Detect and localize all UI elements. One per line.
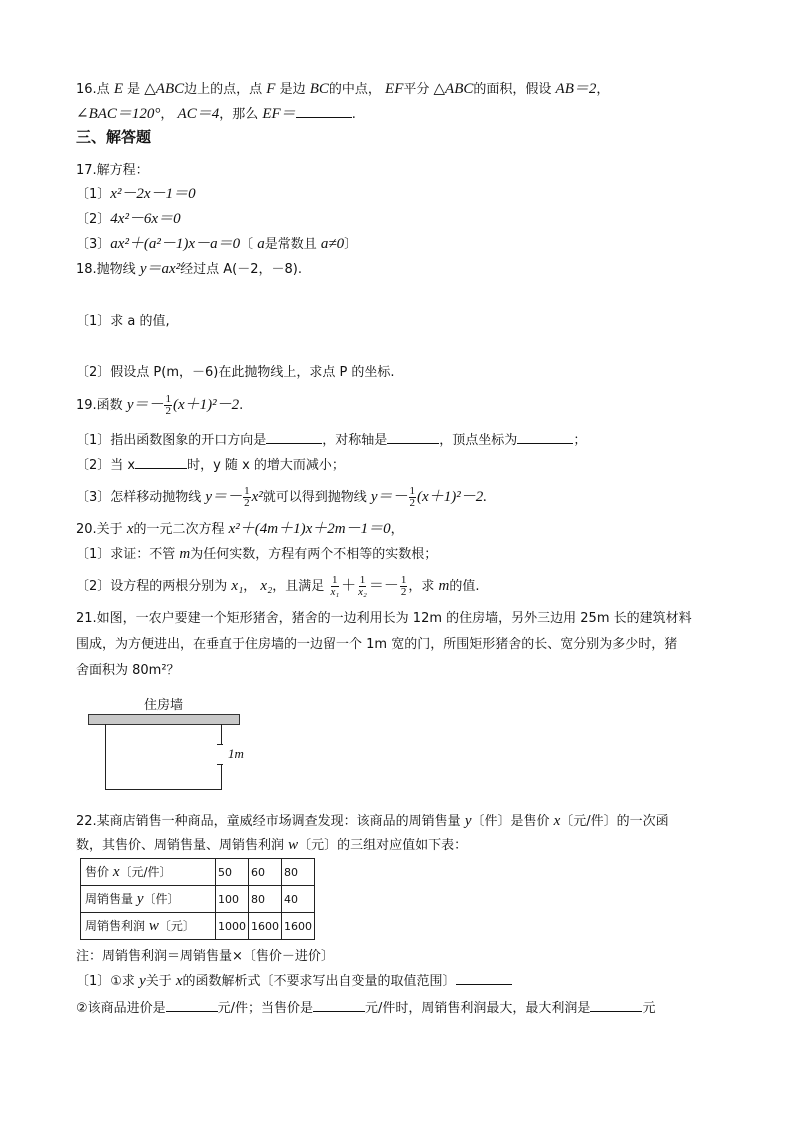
q22-part-2: [76, 998, 655, 1018]
q22-text: 关于: [145, 974, 176, 989]
table-cell: 80: [282, 859, 315, 886]
q20-text: ，求: [408, 579, 439, 594]
q17-title: 17.解方程：: [76, 163, 149, 178]
q19-eq2-left: y＝－: [370, 489, 408, 505]
q20-root-2: x₂: [260, 578, 273, 594]
table-row: [81, 913, 315, 940]
q19-blank-direction[interactable]: [266, 430, 322, 444]
table-cell: 60: [249, 859, 282, 886]
fraction-denominator: 2: [165, 405, 171, 417]
q19-part-3: [76, 486, 487, 509]
row-label: [81, 913, 216, 940]
q16-var-E: E: [113, 81, 123, 97]
q19-fraction: [243, 486, 251, 509]
q20-text: 20.关于: [76, 522, 127, 537]
q16-eq-AC: AC＝4: [177, 106, 220, 122]
q17-part-2: [76, 210, 181, 229]
table-cell: 1600: [249, 913, 282, 940]
fraction-denominator: x₁: [330, 586, 340, 598]
q20-root-1: x₁: [231, 578, 244, 594]
table-cell: 80: [249, 886, 282, 913]
q20-var-m: m: [438, 578, 450, 594]
fraction-denominator: 2: [400, 586, 407, 598]
q22-text: 元: [642, 1001, 656, 1016]
q19-text: 〔3〕怎样移动抛物线: [76, 490, 206, 505]
q16-text: ，那么: [219, 107, 263, 122]
q22-text: 的函数解析式〔不要求写出自变量的取值范围〕: [182, 974, 456, 989]
q19-blank-axis[interactable]: [387, 430, 439, 444]
q19-title: 19.函数 y＝－ $\frac{1}{2}$ (x＋1)²－2.: [76, 393, 244, 417]
q16-text: 16.点: [76, 82, 114, 97]
q17-equation-3: ax²＋(a²－1)x－a＝0: [110, 236, 241, 252]
row-label-var: w: [148, 918, 159, 934]
door-mark-top: [217, 744, 223, 745]
q22-note: 注：周销售利润＝周销售量×〔售价－进价〕: [76, 949, 334, 964]
q22-blank-function[interactable]: [456, 971, 512, 985]
q20-text: 的值.: [449, 579, 480, 594]
q16-var-F: F: [266, 81, 276, 97]
q20-text: 为任何实数，方程有两个不相等的实数根；: [190, 547, 438, 562]
q19-fraction: [409, 486, 417, 509]
q22-text: 〔元〕的三组对应值如下表：: [298, 838, 468, 853]
q22-part-1: [76, 971, 512, 991]
q18-part-2: 〔2〕假设点 P(m，－6)在此抛物线上，求点 P 的坐标.: [76, 365, 395, 380]
section-heading: 三、解答题: [76, 128, 152, 146]
door-width-label: 1m: [228, 746, 244, 761]
q16-text: .: [351, 107, 356, 122]
q19-text: 〔2〕当 x: [76, 458, 136, 473]
row-label-unit: 〔元/件〕: [119, 865, 172, 879]
row-label-text: 周销售量: [85, 892, 137, 906]
row-label-text: 周销售利润: [85, 919, 149, 933]
q16-line-2: [76, 104, 356, 124]
door-mark-bottom: [217, 764, 223, 765]
q19-text: ；: [573, 433, 587, 448]
q16-triangle: △ABC: [144, 81, 185, 97]
fraction-denominator: 2: [409, 497, 416, 509]
q19-text: 时，y 随 x 的增大而减小；: [187, 458, 345, 473]
part-label: 〔2〕: [76, 212, 111, 227]
q17-equation-2: 4x²－6x＝0: [110, 211, 181, 227]
q22-blank-cost[interactable]: [166, 998, 218, 1012]
q17-condition: a≠0: [320, 236, 345, 252]
q17-note: 〕: [344, 237, 358, 252]
pen-right-side-top: [221, 724, 222, 744]
fraction-numerator: 1: [409, 485, 416, 497]
q22-text: 元/件时，周销售利润最大，最大利润是: [365, 1001, 591, 1016]
pen-bottom-side: [105, 789, 222, 790]
q22-text: ②该商品进价是: [76, 1001, 166, 1016]
q20-text: 〔2〕设方程的两根分别为: [76, 579, 232, 594]
q20-fraction-3: [400, 575, 408, 598]
table-row: [81, 886, 315, 913]
q22-line-1: [76, 812, 669, 831]
q19-text: 19.函数: [76, 398, 127, 413]
q18-title: [76, 260, 302, 279]
q22-var-w: w: [288, 837, 299, 853]
row-label: [81, 859, 216, 886]
q16-text: 边上的点，点: [184, 82, 267, 97]
q18-equation: y＝ax²: [139, 261, 181, 277]
table-cell: 1000: [216, 913, 249, 940]
q18-text: 经过点 A(－2，－8).: [180, 262, 302, 277]
q20-equation: x²＋(4m＋1)x＋2m－1＝0: [228, 521, 391, 537]
fraction-denominator: 2: [244, 497, 250, 509]
q20-part-1: [76, 545, 437, 564]
q20-fraction-2: [357, 575, 368, 598]
q22-text: 22.某商店销售一种商品，童威经市场调查发现：该商品的周销售量: [76, 814, 465, 829]
q16-text: 平分: [403, 82, 434, 97]
q20-equals: ＝－: [368, 578, 399, 594]
q20-title: 20.关于 x的一元二次方程 x²＋(4m＋1)x＋2m－1＝0，: [76, 521, 404, 537]
row-label-unit: 〔元〕: [158, 919, 195, 933]
q22-data-table: [80, 858, 315, 940]
fraction-numerator: 1: [244, 485, 250, 497]
pen-left-side: [105, 724, 106, 790]
q22-text: 〔件〕是售价: [471, 814, 554, 829]
row-label-unit: 〔件〕: [143, 892, 180, 906]
q20-part-2: [76, 575, 480, 598]
q20-text: ，且满足: [272, 579, 329, 594]
q16-line-1: 16.点 E 是 △ABC边上的点，点 F 是边 BC的中点， EF平分 △ABC的面积，假设 AB＝2，: [76, 81, 610, 97]
q19-part-1: [76, 430, 586, 450]
q22-blank-max-profit[interactable]: [590, 998, 642, 1012]
part-label: 〔3〕: [76, 237, 111, 252]
q22-text: 数，其售价、周销售量、周销售利润: [76, 838, 289, 853]
table-cell: 1600: [282, 913, 315, 940]
q19-text: ，对称轴是: [322, 433, 388, 448]
fraction-numerator: 1: [400, 574, 407, 586]
q16-text: 是边: [279, 82, 310, 97]
q17-equation-1: x²－2x－1＝0: [110, 186, 196, 202]
q16-var-EF: EF: [385, 81, 404, 97]
fraction-numerator: 1: [332, 574, 338, 586]
q22-text: 〔元/件〕的一次函: [560, 814, 669, 829]
q19-blank-vertex[interactable]: [517, 430, 573, 444]
q17-var-a: a: [257, 236, 265, 252]
q22-var-y: y: [139, 973, 146, 989]
q16-eq-EF: EF＝: [262, 106, 296, 122]
q19-text: 〔1〕指出函数图象的开口方向是: [76, 433, 267, 448]
fraction-numerator: 1: [165, 393, 171, 405]
q22-blank-price[interactable]: [313, 998, 365, 1012]
q19-eq1-left: y＝－: [205, 489, 243, 505]
q22-var-x: x: [553, 813, 561, 829]
q20-text: ，: [243, 579, 261, 594]
q20-text: 的一元二次方程: [133, 522, 229, 537]
q16-text: ，: [160, 107, 178, 122]
q21-figure: [86, 694, 266, 794]
q19-eq1-right: x²: [251, 489, 263, 505]
table-row: [81, 859, 315, 886]
row-label: [81, 886, 216, 913]
q17-note: 是常数且: [264, 237, 321, 252]
q22-var-y: y: [464, 813, 472, 829]
q16-eq-AB: AB＝2: [555, 81, 597, 97]
q17-note: 〔: [240, 237, 258, 252]
q16-answer-blank[interactable]: [296, 104, 352, 118]
q17-part-3: [76, 235, 357, 254]
part-label: 〔1〕: [76, 187, 111, 202]
row-label-text: 售价: [85, 865, 113, 879]
wall-label: 住房墙: [144, 698, 184, 713]
q22-var-x: x: [175, 973, 183, 989]
q19-fraction: [164, 394, 172, 417]
table-cell: 50: [216, 859, 249, 886]
q18-text: 18.抛物线: [76, 262, 140, 277]
row-label-var: y: [136, 891, 144, 907]
q19-eq-left: y＝－: [126, 397, 164, 413]
fraction-numerator: 1: [359, 574, 366, 586]
q16-text: 的面积，假设: [473, 82, 556, 97]
q16-var-BC: BC: [309, 81, 329, 97]
row-label-var: x: [112, 864, 120, 880]
q22-text: 〔1〕①求: [76, 974, 140, 989]
table-cell: 40: [282, 886, 315, 913]
q18-part-1: 〔1〕求 a 的值,: [76, 314, 170, 329]
q17-part-1: [76, 185, 196, 204]
house-wall: [88, 714, 240, 725]
q21-line-3: 舍面积为 80m²？: [76, 663, 180, 678]
q19-eq-right: (x＋1)²－2: [172, 397, 240, 413]
q19-part-2: [76, 455, 345, 475]
q19-eq2-right: (x＋1)²－2.: [417, 489, 487, 505]
q20-text: 〔1〕求证：不管: [76, 547, 180, 562]
q16-text: 的中点，: [328, 82, 386, 97]
q19-text: 就可以得到抛物线: [262, 490, 371, 505]
q16-triangle: △ABC: [433, 81, 474, 97]
q22-line-2: [76, 836, 467, 855]
q22-text: 元/件；当售价是: [217, 1001, 314, 1016]
pen-right-side-bottom: [221, 764, 222, 790]
q19-blank-range[interactable]: [135, 455, 187, 469]
q20-var-m: m: [179, 546, 191, 562]
q21-line-2: 围成，为方便进出，在垂直于住房墙的一边留一个 1m 宽的门，所围矩形猪舍的长、宽分别为多少时，猪: [76, 637, 678, 652]
q20-fraction-1: [329, 575, 340, 598]
fraction-denominator: x₂: [358, 586, 367, 598]
q19-text: ，顶点坐标为: [439, 433, 518, 448]
q20-var-x: x: [126, 521, 134, 537]
q16-text: 是: [127, 82, 145, 97]
q21-line-1: 21.如图，一农户要建一个矩形猪舍，猪舍的一边利用长为 12m 的住房墙，另外三边用 25m 长的建筑材料: [76, 611, 692, 626]
q16-angle: ∠BAC＝120°: [76, 106, 161, 122]
q20-plus: ＋: [341, 578, 357, 594]
table-cell: 100: [216, 886, 249, 913]
